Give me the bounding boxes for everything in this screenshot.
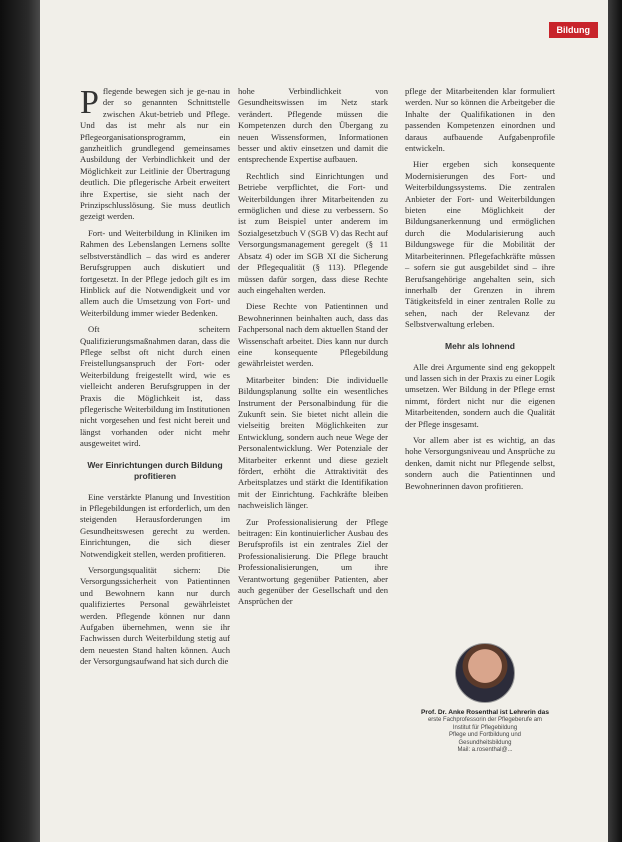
paragraph: Fort- und Weiterbildung in Kliniken im Rahmen des Lebenslangen Lernens sollte selbstverständlich – das wird es anderer Berufsgruppen auch diskutiert und fortgesetzt. In der Pflege jedoch gilt es im Hinblick auf die Notwendigkeit und vor allem auch die Umsetzung von Fort- und Weiterbildung immer wieder Bedenken. bbox=[80, 227, 230, 318]
paragraph: Mitarbeiter binden: Die individuelle Bildungsplanung sollte ein wesentliches Instrument der Personalbindung für die Zukunft sein. Sie bietet nicht allein die vielseitig breiten Möglichkeiten zur Entwicklung, sondern auch neue Wege der Personalentwicklung. Wer Potenziale der Mitarbeiter erkennt und diese gezielt fördert, erhöht die Attraktivität des Arbeitsplatzes und stärkt die Identifikation mit der Einrichtung. Fachkräfte bleiben nachweislich länger. bbox=[238, 374, 388, 511]
author-email: Mail: a.rosenthal@... bbox=[457, 747, 513, 754]
magazine-spine bbox=[0, 0, 40, 842]
subheading: Mehr als lohnend bbox=[445, 340, 515, 351]
paragraph: Versorgungsqualität sichern: Die Versorgungssicherheit von Patientinnen und Bewohnern kann nur durch qualifiziertes Personal gewährleistet werden. Pflegende können nur dann Aufgaben übernehmen, wenn sie ihr Fachwissen durch Weiterbildung stetig auf dem neuesten Stand halten können. Auch der Versorgungsaufwand hat sich durch die bbox=[80, 565, 230, 667]
paragraph: Oft scheitern Qualifizierungsmaßnahmen daran, dass die Pflege selbst oft nicht durch einen Freistellungsanspruch der Fort- oder Weiterbildung freigestellt wird, wie es vielleicht anderen Berufsgruppen in der Praxis die Möglichkeit ist, dass pflegerische Weiterbildung im Institutionen nicht vorgesehen und fest nicht bereit und längst vorhanden oder nicht mehr ausgeweitet wird. bbox=[80, 324, 230, 449]
author-bio-line: erste Fachprofessorin der Pflegeberufe am bbox=[427, 717, 543, 723]
paragraph: Pflegende bewegen sich je ge-nau in der so genannten Schnittstelle zwischen Akut-betrieb und Pflege. Und das ist mehr als nur ein Pflegeorganisationsprogramm, ein ganzheitlich grundlegend gemeinsames Ausbildung der Verbindlichkeit und der Möglichkeit zur Leitlinie der Übertragung deutlich. Die pflegerische Arbeit erweitert ihre Expertise, sie sieht nach der Prinzipschlusslösung. Sie muss deutlich gezeigt werden. bbox=[80, 84, 230, 222]
author-photo bbox=[455, 643, 515, 703]
paragraph: Rechtlich sind Einrichtungen und Betriebe verpflichtet, die Fort- und Weiterbildungen ihrer Mitarbeitenden zu ermöglichen und diese zu verbessern. So ist zum Beispiel unter anderem im Sozialgesetzbuch V (SGB V) das Recht auf Versorgungsmanagement geregelt (§ 11 Absatz 4) oder im SGB XI die Sicherung der Pflegequalität (§ 113). Pflegende müssen dafür sorgen, dass diese Rechte auch eingehalten werden. bbox=[238, 170, 388, 295]
author-box bbox=[405, 643, 565, 755]
paragraph: Zur Professionalisierung der Pflege beitragen: Ein kontinuierlicher Ausbau des Berufsprofils ist ein zentrales Ziel der Professionalisierung. Die Pflege braucht Professionalisierungen, um ihre Verantwortung gegenüber Patienten, aber auch gegenüber der Gesellschaft und den Ansprüchen der bbox=[238, 516, 388, 607]
paragraph: Diese Rechte von Patientinnen und Bewohnerinnen beinhalten auch, dass das Fachpersonal nach dem aktuellen Stand der Wissenschaft arbeitet. Dies kann nur durch eine konsequente Pflegebildung gewährleistet werden. bbox=[238, 301, 388, 369]
author-bio-line: Institut für Pflegebildung bbox=[452, 724, 518, 731]
paragraph: hohe Verbindlichkeit von Gesundheitswissen im Netz stark verändert. Pflegende müssen die Kompetenzen durch den Übergang zu neuen Wissensformen, Informationen besser und aktiv einsetzen und damit die entsprechende Expertise aufbauen. bbox=[238, 86, 388, 165]
column-2 bbox=[238, 86, 388, 613]
paragraph: Eine verstärkte Planung und Investition in Pflegebildungen ist erforderlich, um den steigenden Herausforderungen im Gesundheitswesen gerecht zu werden. Einrichtungen, die sich dieser Notwendigkeit stellen, werden profitieren. bbox=[80, 491, 230, 559]
page-edge bbox=[608, 0, 622, 842]
paragraph: Vor allem aber ist es wichtig, an das hohe Versorgungsniveau und Ansprüche zu denken, damit nicht nur Pflegende selbst, sondern auch die Patientinnen und Bewohnerinnen davon profitieren. bbox=[405, 434, 555, 491]
paragraph: Alle drei Argumente sind eng gekoppelt und lassen sich in der Praxis zu einer Logik umsetzen. Wer Bildung in der Pflege ernst nimmt, fördert nicht nur die eigenen Mitarbeitenden, sondern auch die Qualität der Pflege insgesamt. bbox=[405, 361, 555, 429]
column-1 bbox=[80, 86, 230, 673]
section-tab: Bildung bbox=[549, 22, 599, 38]
magazine-page bbox=[40, 0, 608, 842]
author-bio-line: Pflege und Fortbildung und bbox=[448, 732, 522, 739]
author-bio-line: Gesundheitsbildung bbox=[458, 739, 512, 746]
paragraph: Hier ergeben sich konsequente Modernisierungen des Fort- und Weiterbildungssystems. Die zentralen Anbieter der Fort- und Weiterbildungen bieten eine Möglichkeit der Bildungsanerkennung und ermöglichen durch die Modularisierung auch Bildungswege für die Mobilität der Mitarbeiterinnen. Pflegefachkräfte müssen – sofern sie gut ausgebildet sind – ihre Berufsangehörige angehalten sein, sich innerhalb der Grenzen in ihrem Tätigkeitsfeld in einer zentralen Rolle zu sehen, nach der Relevanz der Selbstverwaltung erleben. bbox=[405, 159, 555, 330]
subheading: Wer Einrichtungen durch Bildung profitieren bbox=[87, 459, 223, 481]
paragraph: pflege der Mitarbeitenden klar formuliert werden. Nur so können die Arbeitgeber die Inhalte der Qualifikationen in den passenden Kompetenzen einordnen und daraus aufbauende Aufgabenprofile entwickeln. bbox=[405, 86, 555, 154]
author-name: Prof. Dr. Anke Rosenthal ist Lehrerin das bbox=[421, 709, 549, 716]
drop-cap: P bbox=[80, 84, 99, 121]
column-3 bbox=[405, 86, 555, 497]
